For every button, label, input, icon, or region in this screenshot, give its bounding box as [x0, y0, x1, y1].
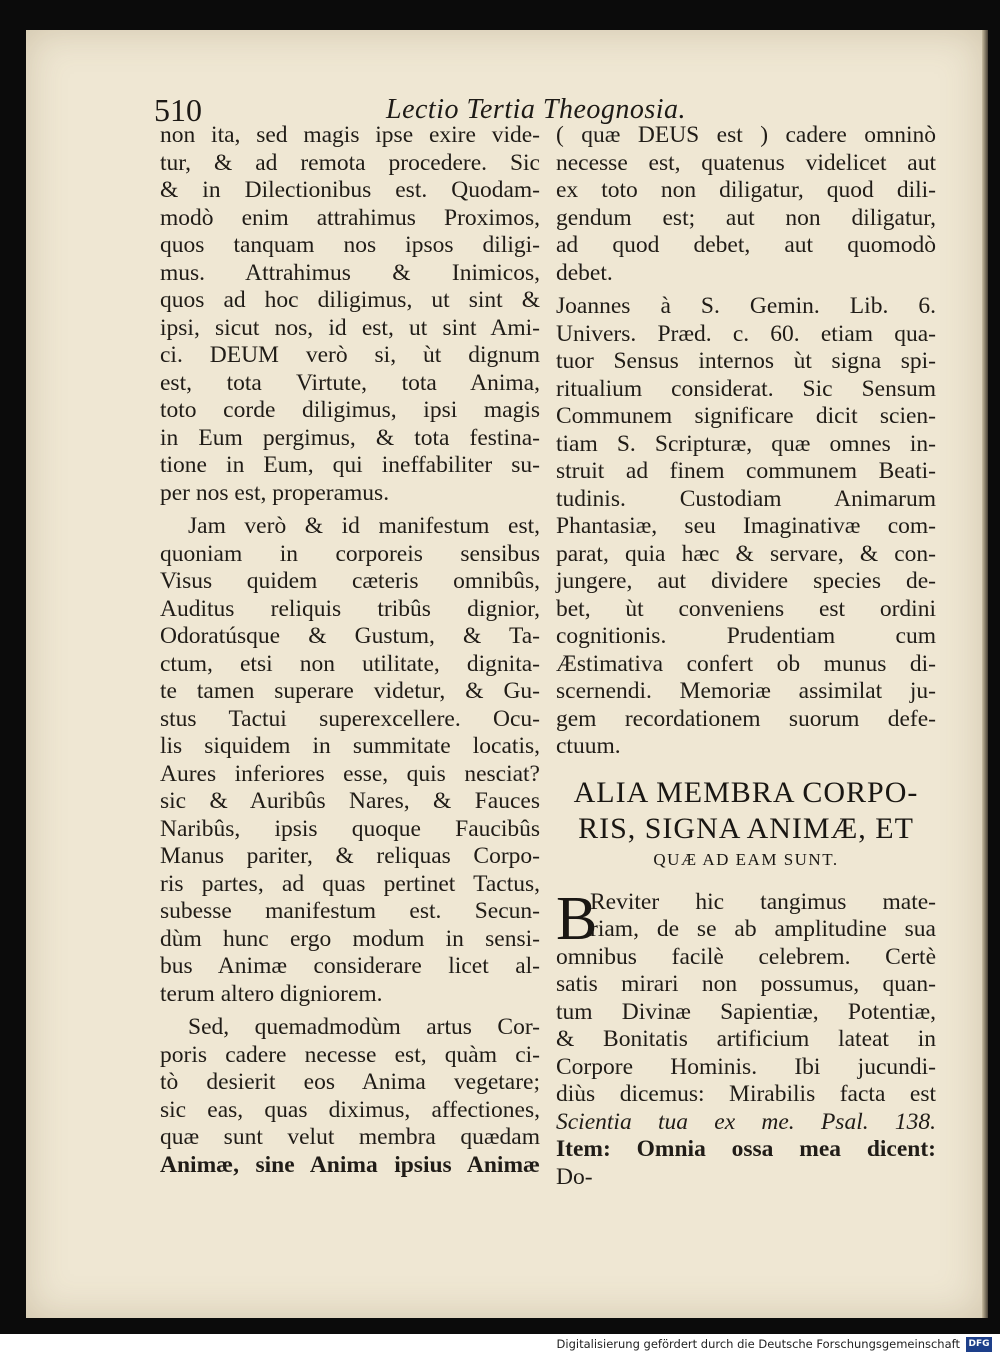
text-line: ctuum.	[556, 733, 621, 759]
text-line: scernendi. Memoriæ assimilat ju-	[556, 678, 936, 704]
footer-credit: Digitalisierung gefördert durch die Deutsche Forschungsgemeinschaft	[556, 1337, 960, 1351]
text-line: quos tanquam nos ipsos diligi-	[160, 232, 540, 258]
text-line: sic eas, quas diximus, affectiones,	[160, 1096, 540, 1123]
paragraph-joannes	[556, 293, 936, 761]
text-line: & in Dilectionibus est. Quodam-	[160, 177, 540, 203]
text-line: lis siquidem in summitate locatis,	[160, 733, 540, 759]
text-line: Univers. Præd. c. 60. etiam qua-	[556, 320, 936, 347]
text-line: gendum est; aut non diligatur,	[556, 204, 936, 231]
text-line: ritualium considerat. Sic Sensum	[556, 375, 936, 402]
text-line: gem recordationem suorum defe-	[556, 705, 936, 732]
text-line: non ita, sed magis ipse exire vide-	[160, 122, 540, 148]
text-line: Naribûs, ipsis quoque Faucibûs	[160, 815, 540, 842]
text-line: debet.	[556, 259, 613, 286]
text-line: Joannes à S. Gemin. Lib. 6.	[556, 293, 936, 319]
text-line: riam, de se ab amplitudine sua	[590, 916, 936, 942]
text-line: ctum, etsi non utilitate, dignita-	[160, 650, 540, 677]
text-line: stus Tactui superexcellere. Ocu-	[160, 705, 540, 732]
text-line: jungere, aut dividere species de-	[556, 568, 936, 594]
text-line: parat, quia hæc & servare, & con-	[556, 540, 936, 567]
text-line: poris cadere necesse est, quàm ci-	[160, 1041, 540, 1068]
section-heading-line1: ALIA MEMBRA CORPO-	[573, 775, 919, 809]
text-line: dùm hunc ergo modum in sensi-	[160, 925, 540, 952]
text-line: Reviter hic tangimus mate-	[590, 888, 936, 915]
text-line: Communem significare dicit scien-	[556, 403, 936, 429]
text-line: tò desierit eos Anima vegetare;	[160, 1069, 540, 1095]
text-line: Aures inferiores esse, quis nesciat?	[160, 760, 540, 787]
text-line: in Eum pergimus, & tota festina-	[160, 424, 540, 451]
left-column	[160, 122, 540, 1179]
text-line: diùs dicemus: Mirabilis facta est	[556, 1081, 936, 1107]
dfg-logo: DFG	[966, 1337, 992, 1352]
text-line: cognitionis. Prudentiam cum	[556, 623, 936, 649]
text-line: ci. DEUM verò si, ùt dignum	[160, 342, 540, 368]
book-page	[26, 30, 982, 1318]
section-heading-line2: RIS, SIGNA ANIMÆ, ET	[578, 811, 914, 845]
text-line: bet, ùt conveniens est ordini	[556, 595, 936, 622]
text-line: subesse manifestum est. Secun-	[160, 898, 540, 924]
text-line: Do-	[556, 1163, 593, 1190]
text-line: tuor Sensus internos ùt signa spi-	[556, 348, 936, 374]
text-line: sic & Auribûs Nares, & Fauces	[160, 788, 540, 814]
text-line: Sed, quemadmodùm artus Cor-	[188, 1014, 540, 1040]
text-line: ris partes, ad quas pertinet Tactus,	[160, 870, 540, 897]
text-line: Manus pariter, & reliquas Corpo-	[160, 843, 540, 869]
text-line: quoniam in corporeis sensibus	[160, 540, 540, 567]
text-line: Animæ, sine Anima ipsius Animæ	[160, 1151, 540, 1178]
text-line: Auditus reliquis tribûs dignior,	[160, 595, 540, 622]
text-line: & Bonitatis artificium lateat in	[556, 1026, 936, 1052]
text-line: Odoratúsque & Gustum, & Ta-	[160, 623, 540, 649]
text-line: tione in Eum, qui ineffabiliter su-	[160, 452, 540, 478]
text-line: Visus quidem cæteris omnibûs,	[160, 568, 540, 594]
text-line: Æstimativa confert ob munus di-	[556, 650, 936, 677]
text-line: quæ sunt velut membra quædam	[160, 1124, 540, 1150]
text-line: tiam S. Scripturæ, quæ omnes in-	[556, 430, 936, 457]
text-line: quos ad hoc diligimus, ut sint &	[160, 287, 540, 313]
text-line: Jam verò & id manifestum est,	[188, 513, 540, 539]
text-line: ipsi, sicut nos, id est, ut sint Ami-	[160, 314, 540, 341]
text-line: per nos est, properamus.	[160, 479, 390, 506]
page-number: 510	[154, 92, 202, 128]
text-line: Corpore Hominis. Ibi jucundi-	[556, 1053, 936, 1080]
page-edge	[982, 30, 988, 1318]
text-line: tur, & ad remota procedere. Sic	[160, 149, 540, 176]
text-line: struit ad finem communem Beati-	[556, 458, 936, 484]
paragraph-quae-deus	[556, 122, 936, 287]
text-line: toto corde diligimus, ipsi magis	[160, 397, 540, 423]
running-title: Lectio Tertia Theognosia.	[386, 94, 687, 125]
text-line: tum Divinæ Sapientiæ, Potentiæ,	[556, 998, 936, 1025]
text-line: modò enim attrahimus Proximos,	[160, 204, 540, 231]
paragraph-breviter	[556, 884, 936, 1192]
text-line: est, tota Virtute, tota Anima,	[160, 369, 540, 396]
text-line: Scientia tua ex me. Psal. 138.	[556, 1108, 936, 1135]
section-heading-line3: QUÆ AD EAM SUNT.	[653, 849, 839, 869]
digitization-footer	[0, 1334, 1000, 1356]
text-line: ex toto non diligatur, quod dili-	[556, 177, 936, 203]
text-line: tudinis. Custodiam Animarum	[556, 485, 936, 512]
right-column	[556, 122, 936, 1191]
text-line: satis mirari non possumus, quan-	[556, 971, 936, 997]
text-line: Phantasiæ, seu Imaginativæ com-	[556, 513, 936, 539]
text-line: mus. Attrahimus & Inimicos,	[160, 259, 540, 286]
text-line: ( quæ DEUS est ) cadere omninò	[556, 122, 936, 148]
drop-cap: B	[556, 884, 598, 953]
text-line: te tamen superare videtur, & Gu-	[160, 678, 540, 704]
text-line: necesse est, quatenus videlicet aut	[556, 149, 936, 176]
text-line: terum altero digniorem.	[160, 980, 383, 1007]
text-line: omnibus facilè celebrem. Certè	[556, 943, 936, 970]
text-line: bus Animæ considerare licet al-	[160, 953, 540, 979]
text-line: ad quod debet, aut quomodò	[556, 232, 936, 258]
text-line: Item: Omnia ossa mea dicent:	[556, 1136, 936, 1162]
